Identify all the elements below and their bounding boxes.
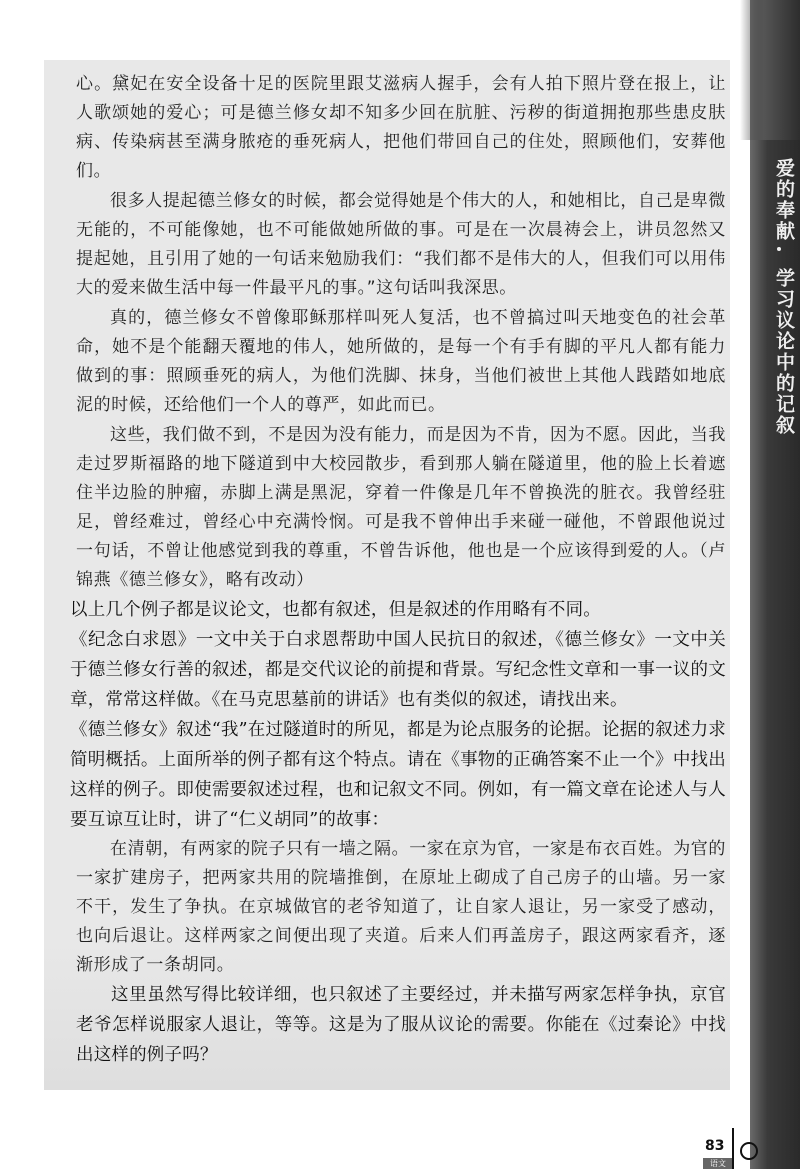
footer-rule [732, 1128, 734, 1169]
circle-icon [740, 1142, 758, 1160]
quoted-paragraph-2: 很多人提起德兰修女的时候，都会觉得她是个伟大的人，和她相比，自己是卑微无能的，不可能像她，也不可能做她所做的事。可是在一次晨祷会上，讲员忽然又提起她，且引用了她的一句话来勉励我们：“我们都不是伟大的人，但我们可以用伟大的爱来做生活中每一件最平凡的事。”这句话叫我深思。 [76, 191, 726, 298]
body-paragraph-3: 《德兰修女》叙述“我”在过隧道时的所见，都是为论点服务的论据。论据的叙述力求简明概括。上面所举的例子都有这个特点。请在《事物的正确答案不止一个》中找出这样的例子。即使需要叙述过程，也和记叙文不同。例如，有一篇文章在论述人与人要互谅互让时，讲了“仁义胡同”的故事： [70, 720, 726, 830]
closing-paragraph: 这里虽然写得比较详细，也只叙述了主要经过，并未描写两家怎样争执，京官老爷怎样说服家人退让，等等。这是为了服从议论的需要。你能在《过秦论》中找出这样的例子吗？ [76, 985, 726, 1065]
body-paragraph-1: 以上几个例子都是议论文，也都有叙述，但是叙述的作用略有不同。 [70, 600, 601, 620]
quoted-paragraph-4: 这些，我们做不到，不是因为没有能力，而是因为不肯，因为不愿。因此，当我走过罗斯福路的地下隧道到中大校园散步，看到那人躺在隧道里，他的脸上长着遮住半边脸的肿瘤，赤脚上满是黑泥，穿着一件像是几年不曾换洗的脏衣。我曾经驻足，曾经难过，曾经心中充满怜悯。可是我不曾伸出手来碰一碰他，不曾跟他说过一句话，不曾让他感觉到我的尊重，不曾告诉他，他也是一个应该得到爱的人。（卢锦燕《德兰修女》，略有改动） [76, 425, 726, 590]
quoted-paragraph-1: 心。黛妃在安全设备十足的医院里跟艾滋病人握手，会有人拍下照片登在报上，让人歌颂她的爱心；可是德兰修女却不知多少回在肮脏、污秽的街道拥抱那些患皮肤病、传染病甚至满身脓疮的垂死病人，把他们带回自己的住处，照顾他们，安葬他们。 [76, 74, 726, 181]
side-tab-unit-title: 爱的奉献 [773, 158, 795, 242]
story-excerpt: 在清朝，有两家的院子只有一墙之隔。一家在京为官，一家是布衣百姓。为官的一家扩建房子，把两家共用的院墙推倒，在原址上砌成了自己房子的山墙。另一家不干，发生了争执。在京城做官的老爷知道了，让自家人退让，另一家受了感动，也向后退让。这样两家之间便出现了夹道。后来人们再盖房子，跟这两家看齐，逐渐形成了一条胡同。 [76, 839, 726, 975]
page-content [70, 70, 726, 1070]
page-number: 83 [705, 1138, 725, 1154]
quoted-paragraph-3: 真的，德兰修女不曾像耶稣那样叫死人复活，也不曾搞过叫天地变色的社会革命，她不是个能翻天覆地的伟人，她所做的，是每一个有手有脚的平凡人都有能力做到的事：照顾垂死的病人，为他们洗脚、抹身，当他们被世上其他人践踏如地底泥的时候，还给他们一个人的尊严，如此而已。 [76, 308, 726, 415]
side-tab-section-title: 学习议论中的记叙 [773, 268, 795, 436]
side-tab-fade [740, 0, 800, 140]
subject-label: 语文 [703, 1158, 733, 1169]
side-tab-divider-dot [777, 247, 781, 251]
body-paragraph-2: 《纪念白求恩》一文中关于白求恩帮助中国人民抗日的叙述，《德兰修女》一文中关于德兰修女行善的叙述，都是交代议论的前提和背景。写纪念性文章和一事一议的文章，常常这样做。《在马克思墓前的讲话》也有类似的叙述，请找出来。 [70, 630, 726, 710]
